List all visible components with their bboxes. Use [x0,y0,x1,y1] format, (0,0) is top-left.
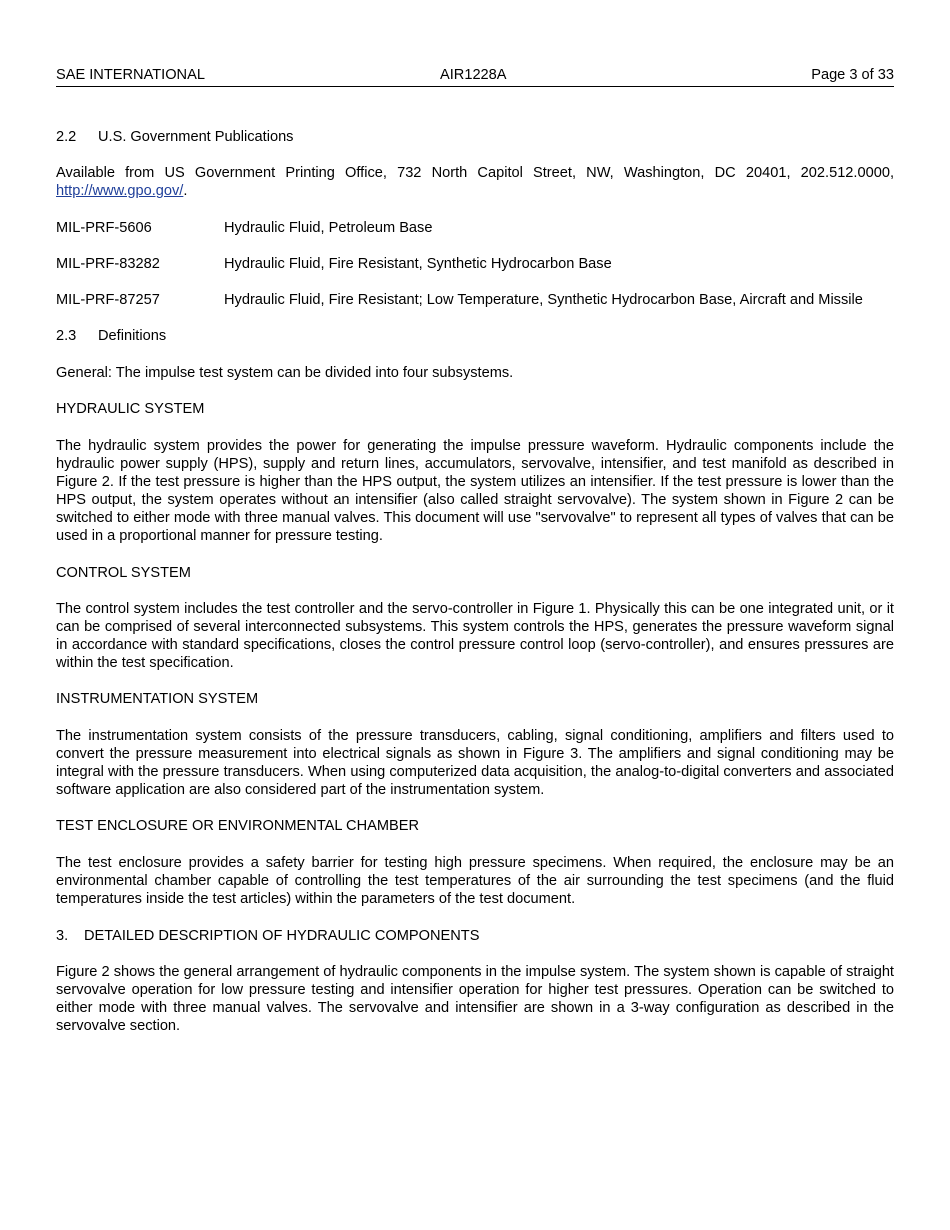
hydraulic-system-paragraph: The hydraulic system provides the power for generating the impulse pressure waveform. Hydraulic components include the hydraulic power supply (HPS), supply and return lines, accumulators, servovalve, intensifier, and test manifold as described in Figure 2. If the test pressure is higher than the HPS output, the system utilizes an intensifier. If the test pressure is lower than the HPS output, the system operates without an intensifier (also called straight servovalve). The system shown in Figure 2 can be switched to either mode with three manual valves. This document will use "servovalve" to represent all types of valves that can be used in a proportional manner for pressure testing. [56,438,894,544]
control-system-paragraph: The control system includes the test controller and the servo-controller in Figure 1. Physically this can be one integrated unit, or it can be comprised of several interconnected subsystems. This system controls the HPS, generates the pressure waveform signal in accordance with standard specifications, closes the control pressure control loop (servo-controller), and ensures pressures are within the test specification. [56,601,894,671]
spec-row [56,291,894,309]
section-2-2-heading [56,128,894,146]
general-paragraph: General: The impulse test system can be divided into four subsystems. [56,365,514,381]
hydraulic-system-heading: HYDRAULIC SYSTEM [56,401,205,417]
section-2-3-heading [56,327,894,345]
header-org: SAE INTERNATIONAL [56,67,205,83]
header-doc-id: AIR1228A [440,67,507,83]
instrumentation-system-paragraph: The instrumentation system consists of the pressure transducers, cabling, signal conditioning, amplifiers and filters used to convert the pressure measurement into electrical signals as shown in Figure 3. The amplifiers and signal conditioning may be integral with the pressure transducers. When using computerized data acquisition, the analog-to-digital converters and associated software application are also considered part of the instrumentation system. [56,728,894,798]
section-title: Definitions [98,328,167,344]
section-3-heading [56,927,894,945]
spec-description: Hydraulic Fluid, Fire Resistant; Low Temperature, Synthetic Hydrocarbon Base, Aircraft and Missile [224,292,863,308]
page-header [56,66,894,87]
control-system-heading: CONTROL SYSTEM [56,565,191,581]
header-page-number: Page 3 of 33 [811,67,894,83]
section-number: 2.2 [56,129,77,145]
test-enclosure-paragraph: The test enclosure provides a safety barrier for testing high pressure specimens. When required, the enclosure may be an environmental chamber capable of controlling the test temperatures of the air surrounding the test specimens (and the fluid temperatures inside the test articles) within the parameters of the test document. [56,855,894,907]
gpo-link[interactable]: http://www.gpo.gov/ [56,183,184,199]
availability-trailing: . [183,183,188,199]
spec-description: Hydraulic Fluid, Petroleum Base [224,220,433,236]
availability-text: Available from US Government Printing Office, 732 North Capitol Street, NW, Washington, DC 20401, 202.512.0000, [56,165,894,181]
spec-description: Hydraulic Fluid, Fire Resistant, Synthetic Hydrocarbon Base [224,256,612,272]
spec-id: MIL-PRF-5606 [56,220,152,236]
section-number: 2.3 [56,328,77,344]
spec-id: MIL-PRF-83282 [56,256,160,272]
spec-id: MIL-PRF-87257 [56,292,160,308]
availability-paragraph [56,164,894,200]
section-title: DETAILED DESCRIPTION OF HYDRAULIC COMPONENTS [84,928,480,944]
spec-row [56,219,894,237]
test-enclosure-heading: TEST ENCLOSURE OR ENVIRONMENTAL CHAMBER [56,818,420,834]
section-3-paragraph: Figure 2 shows the general arrangement of hydraulic components in the impulse system. The system shown is capable of straight servovalve operation for low pressure testing and intensifier operation for higher test pressures. Operation can be switched to either mode with three manual valves. The servovalve and intensifier are shown in a 3-way configuration as described in the servovalve section. [56,964,894,1034]
section-number: 3. [56,928,69,944]
section-title: U.S. Government Publications [98,129,294,145]
page-content [56,128,894,1035]
spec-row [56,255,894,273]
instrumentation-system-heading: INSTRUMENTATION SYSTEM [56,691,259,707]
